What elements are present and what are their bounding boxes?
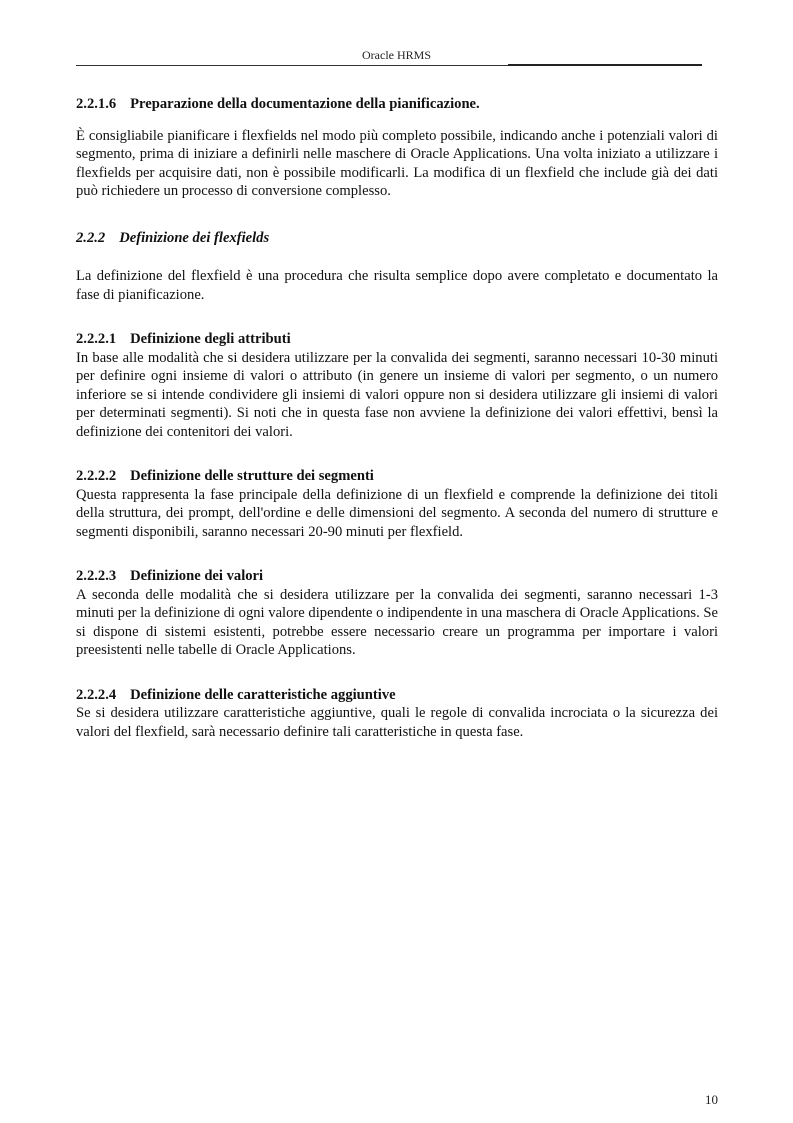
section-heading-2-2-2-2 — [76, 467, 718, 486]
section-number: 2.2.2.3 — [76, 568, 117, 584]
section-number: 2.2.1.6 — [76, 96, 117, 112]
section-heading-2-2-1-6 — [76, 95, 718, 114]
section-title: Definizione delle caratteristiche aggiuntive — [130, 686, 396, 703]
section-title: Definizione degli attributi — [130, 331, 291, 347]
section-heading-2-2-2-1 — [76, 330, 718, 349]
section-title: Definizione delle strutture dei segmenti — [130, 468, 374, 484]
section-heading-2-2-2-3 — [76, 567, 718, 586]
section-paragraph-2-2-1-6: È consigliabile pianificare i flexfields nel modo più completo possibile, indicando anche i potenziali valori di segmento, prima di iniziare a definirli nelle maschere di Oracle Applications. Una volta iniziato a utilizzare i flexfields per acquisire dati, non è possibile modificarli. La modifica di un flexfield che include già dei dati può richiedere un processo di conversione complesso. — [76, 127, 718, 199]
document-body — [76, 95, 718, 741]
section-title: Preparazione della documentazione della pianificazione. — [130, 96, 480, 112]
section-title: Definizione dei flexfields — [119, 229, 270, 246]
header-rule-accent — [508, 64, 702, 66]
section-paragraph-2-2-2-4: Se si desidera utilizzare caratteristiche aggiuntive, quali le regole di convalida incrociata o la sicurezza dei valori del flexfield, sarà necessario definire tali caratteristiche in questa fase. — [76, 705, 718, 740]
section-title: Definizione dei valori — [130, 568, 264, 584]
section-number: 2.2.2.2 — [76, 468, 117, 484]
section-paragraph-2-2-2-1: In base alle modalità che si desidera utilizzare per la convalida dei segmenti, saranno necessari 10-30 minuti per definire ogni insieme di valori o attributo (in genere un insieme di valori per segmento, o un numero inferiore se si intende condividere gli insiemi di valori oppure non si desidera utilizzare gli insiemi di valori per determinati segmenti). Si noti che in questa fase non avviene la definizione dei valori effettivi, bensì la definizione dei contenitori dei valori. — [76, 349, 718, 440]
section-number: 2.2.2.1 — [76, 331, 117, 347]
section-number: 2.2.2.4 — [76, 686, 117, 703]
section-heading-2-2-2 — [76, 229, 718, 248]
section-paragraph-2-2-2-3: A seconda delle modalità che si desidera utilizzare per la convalida dei segmenti, saranno necessari 1-3 minuti per la definizione di ogni valore dipendente o indipendente in una maschera di Oracle Applications. Se si dispone di sistemi esistenti, potrebbe essere necessario creare un programma per importare i valori preesistenti nelle tabelle di Oracle Applications. — [76, 586, 718, 658]
section-paragraph-2-2-2: La definizione del flexfield è una procedura che risulta semplice dopo avere completato e documentato la fase di pianificazione. — [76, 268, 718, 303]
section-paragraph-2-2-2-2: Questa rappresenta la fase principale della definizione di un flexfield e comprende la definizione dei titoli della struttura, dei prompt, dell'ordine e delle dimensioni del segmento. A seconda del numero di strutture e segmenti disponibili, saranno necessari 20-90 minuti per flexfield. — [76, 486, 718, 540]
page-number: 10 — [705, 1092, 718, 1107]
section-number: 2.2.2 — [76, 229, 106, 246]
page-header: Oracle HRMS — [362, 48, 431, 62]
section-heading-2-2-2-4 — [76, 686, 718, 705]
